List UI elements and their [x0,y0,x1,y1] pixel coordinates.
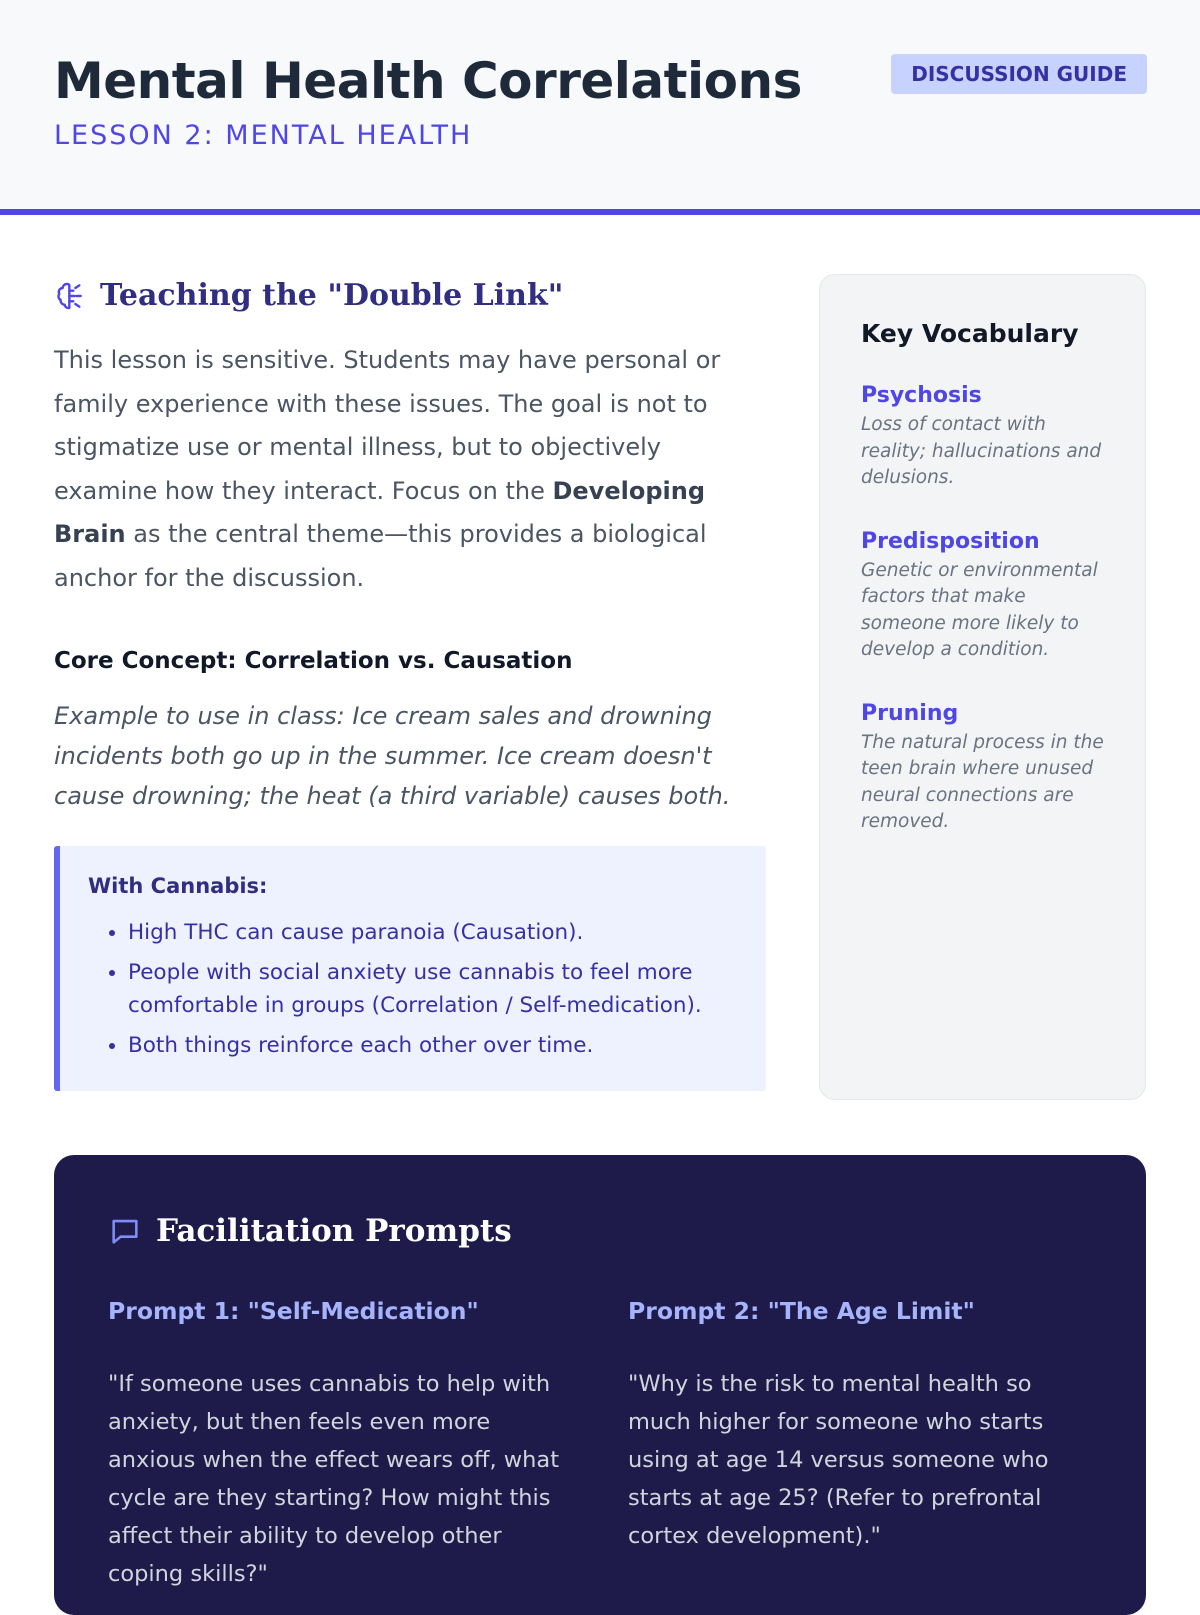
prompt-text: "Why is the risk to mental health so much higher for someone who starts using at age 14 versus someone who starts at age 25? (Refer to prefrontal cortex development)." [628,1371,1049,1549]
vocab-term [861,529,1109,664]
list-item: • Both things reinforce each other over time. [128,1029,726,1062]
callout-list [88,916,726,1062]
vocab-term-definition: The natural process in the teen brain where unused neural connections are removed. [861,731,1104,832]
prompts-heading-text: Facilitation Prompts [156,1213,512,1249]
prompt-card [628,1297,1088,1593]
intro-text-2: as the central theme—this provides a biological anchor for the discussion. [54,520,707,592]
section-heading-text: Teaching the "Double Link" [100,278,564,313]
vocab-term-definition: Genetic or environmental factors that make someone more likely to develop a condition. [861,559,1098,660]
intro-text-bold: Developing Brain [54,476,705,548]
main-column [54,272,766,1091]
prompts-heading [108,1213,1092,1249]
facilitation-prompts-panel [54,1155,1146,1615]
brain-icon [54,280,86,312]
section-heading [54,278,766,313]
prompt-heading: Prompt 1: "Self-Medication" [108,1297,479,1325]
page-title: Mental Health Correlations [54,52,802,110]
discussion-guide-badge: DISCUSSION GUIDE [891,54,1147,94]
vocab-term [861,383,1109,492]
vocabulary-sidebar [819,274,1146,1100]
vocab-term-name: Psychosis [861,383,982,408]
core-concept-example: Example to use in class: Ice cream sales and drowning incidents both go up in the summer. Ice cream doesn't cause drowning; the heat (a third variable) causes both. [54,702,731,810]
chat-bubble-icon [108,1214,142,1248]
intro-paragraph [54,339,766,600]
callout-title: With Cannabis: [88,874,268,898]
vocab-term [861,701,1109,836]
core-concept-title: Core Concept: Correlation vs. Causation [54,648,573,674]
prompt-columns [108,1297,1092,1593]
vocab-term-definition: Loss of contact with reality; hallucinations and delusions. [861,414,1102,488]
intro-text-1: This lesson is sensitive. Students may have personal or family experience with these issues. The goal is not to stigmatize use or mental illness, but to objectively examine how they interact. Focus on the [54,346,721,505]
lesson-subtitle: LESSON 2: MENTAL HEALTH [54,120,473,151]
list-item: • People with social anxiety use cannabis to feel more comfortable in groups (Correlation / Self-medication). [128,956,726,1022]
vocab-term-name: Predisposition [861,528,1040,554]
prompt-text: "If someone uses cannabis to help with anxiety, but then feels even more anxious when the effect wears off, what cycle are they starting? How might this affect their ability to develop other coping skills?" [108,1371,560,1587]
list-item: • High THC can cause paranoia (Causation). [128,916,726,949]
prompt-heading: Prompt 2: "The Age Limit" [628,1297,975,1325]
cannabis-callout [54,846,766,1091]
vocabulary-title: Key Vocabulary [861,319,1079,348]
prompt-card [108,1297,568,1593]
page-header [0,0,1200,215]
vocab-term-name: Pruning [861,700,959,726]
